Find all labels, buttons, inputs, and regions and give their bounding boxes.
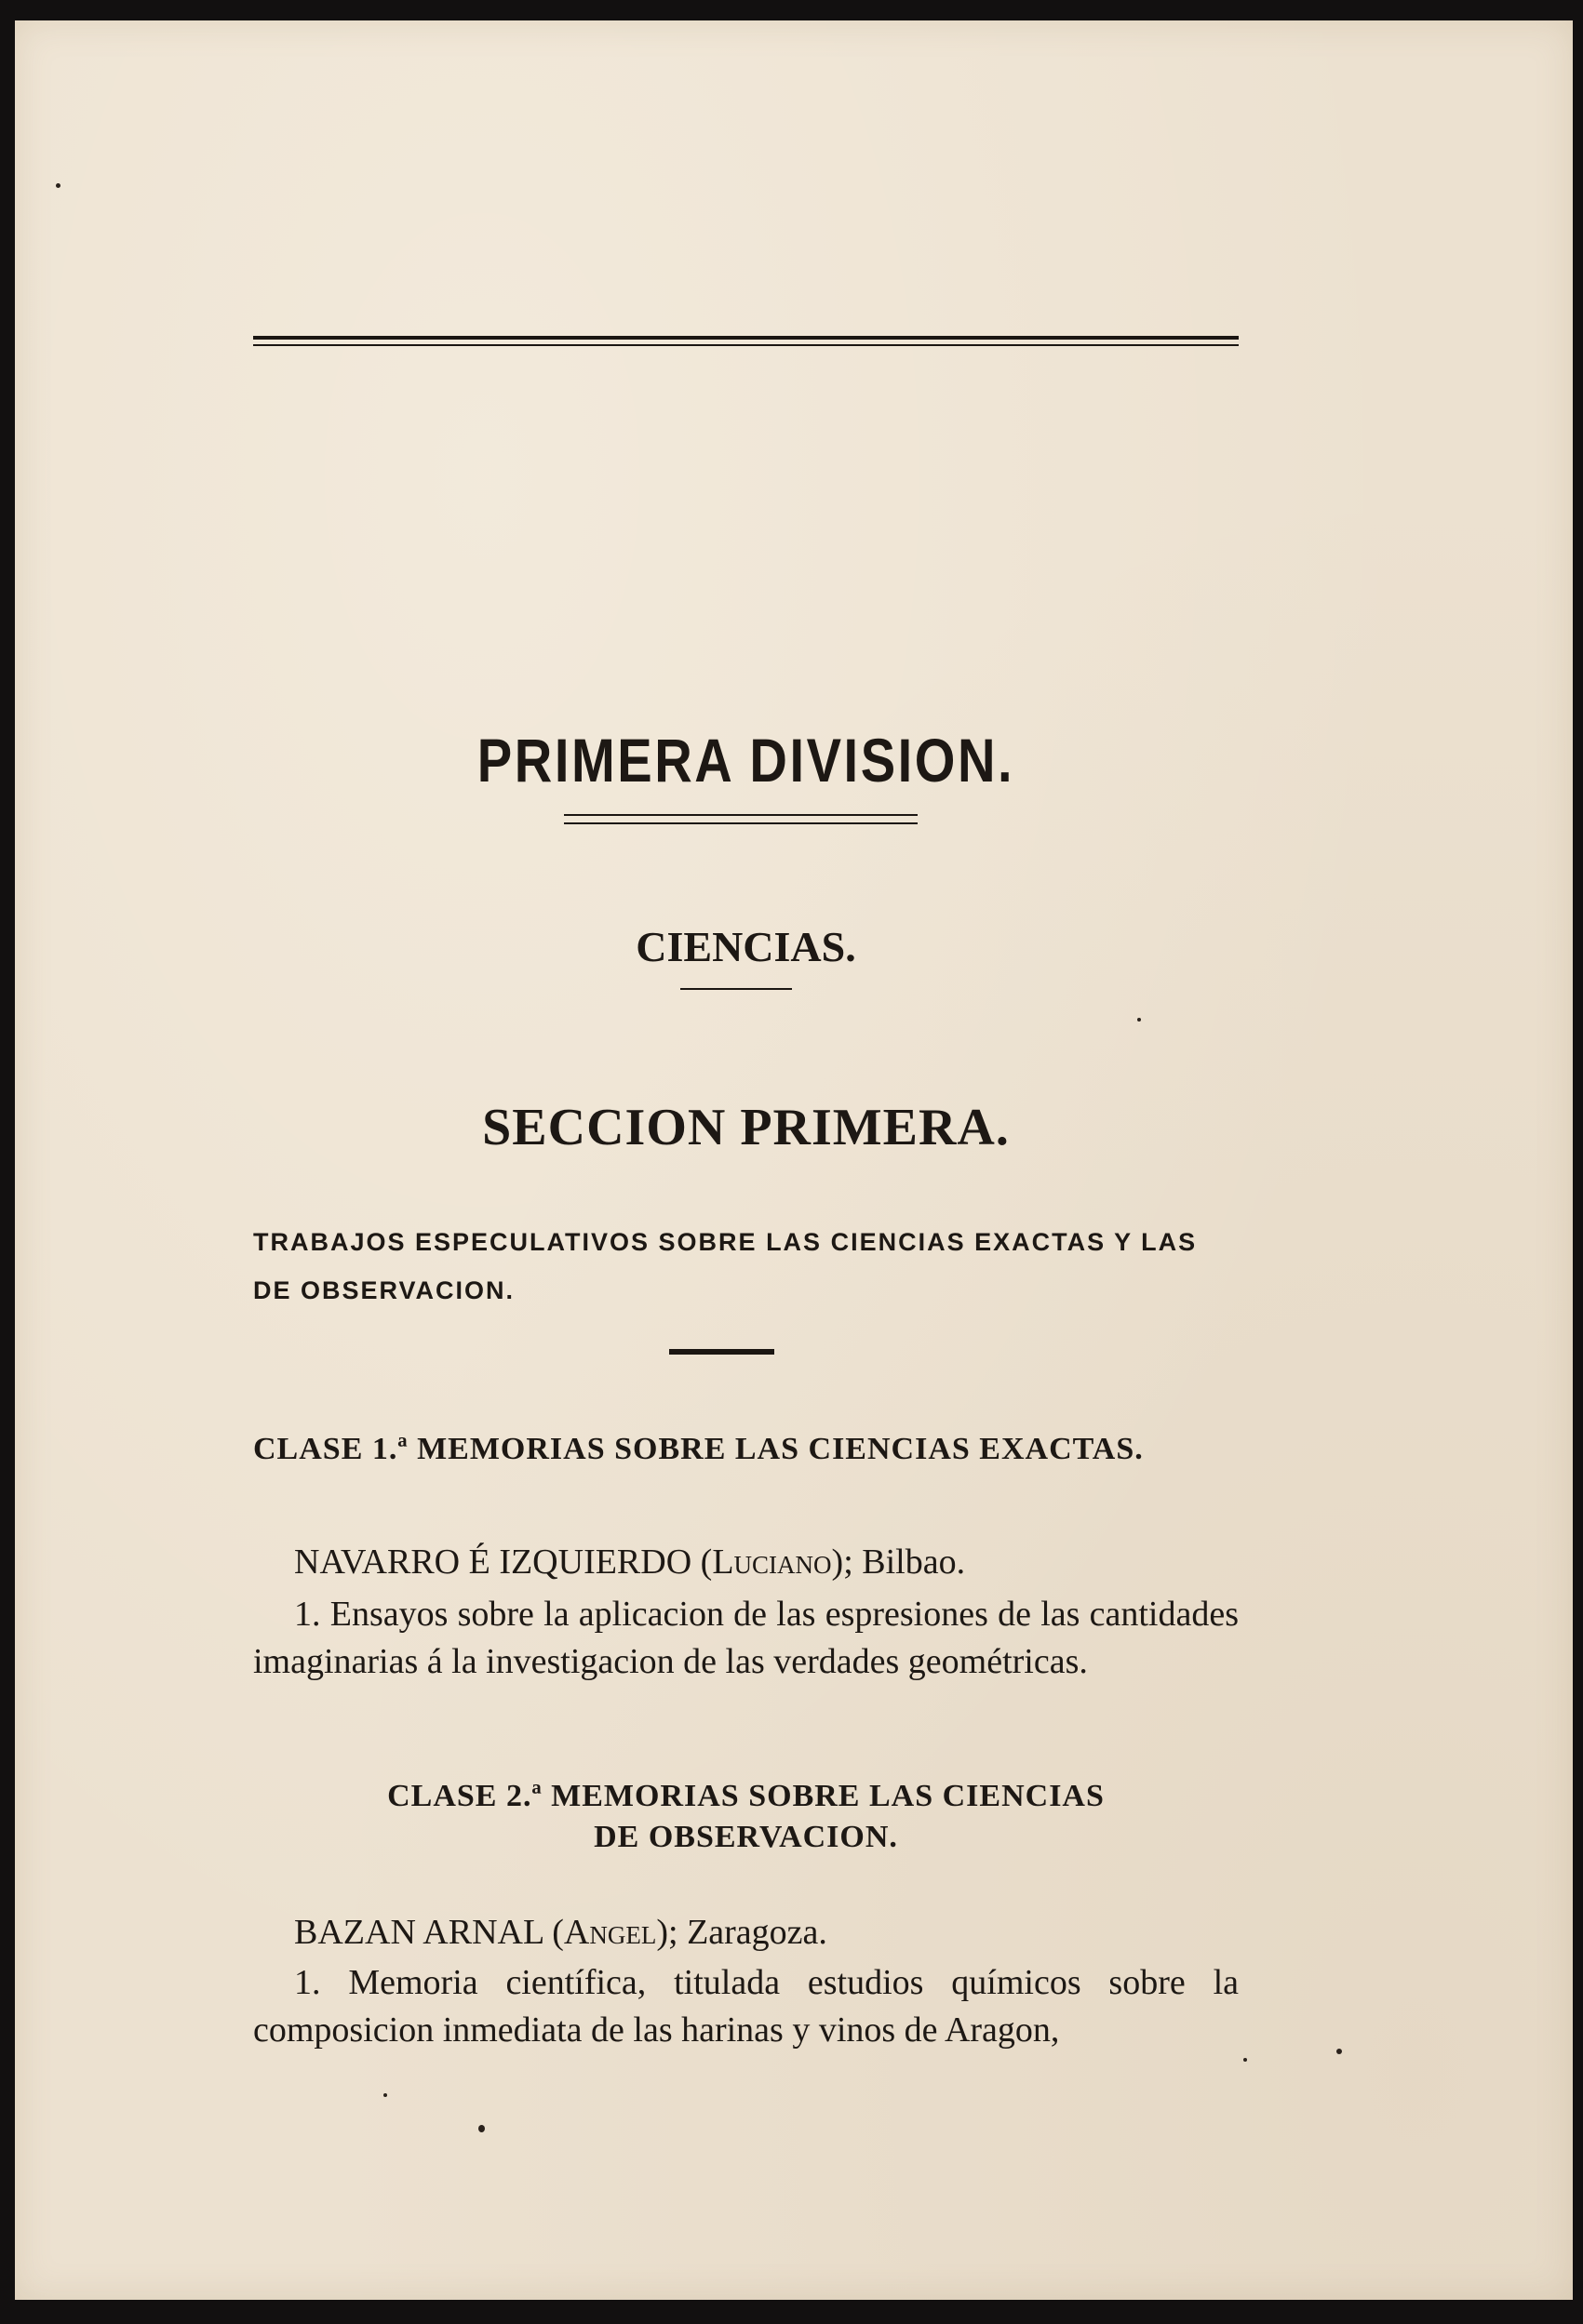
class2-heading-line2: DE OBSERVACION. [594,1820,898,1854]
section-rule [669,1349,774,1355]
entry-text: Ensayos sobre la aplicacion de las espresiones de las cantidades imaginarias á la investigacion de las verdades geométricas. [253,1595,1239,1681]
section-heading: SECCION PRIMERA. [482,1099,1010,1156]
division-rule-1 [564,814,918,816]
subject-rule [680,988,792,990]
entry-number: 1. [294,1963,321,2002]
top-rule-thick [253,336,1239,340]
author-given: Luciano [712,1543,832,1582]
author-surname: NAVARRO É IZQUIERDO [294,1543,692,1582]
document-page [15,20,1573,2300]
class1-entry-text [253,1591,1239,1686]
subject-heading: CIENCIAS. [636,923,856,970]
section-description-line1: TRABAJOS ESPECULATIVOS SOBRE LAS CIENCIAS EXACTAS Y LAS [253,1228,1198,1256]
class2-heading [253,1776,1239,1858]
division-title: PRIMERA DIVISION. [476,726,1015,795]
top-rule-thin [253,344,1239,346]
division-rule-2 [564,822,918,824]
author-surname: BAZAN ARNAL [294,1913,543,1952]
author-place: Zaragoza. [687,1913,827,1952]
class2-heading-line1: CLASE 2.ª MEMORIAS SOBRE LAS CIENCIAS [387,1779,1105,1813]
section-description [253,1218,1239,1315]
class1-entry-author: NAVARRO É IZQUIERDO (Luciano); Bilbao. [294,1543,966,1582]
class2-entry-author: BAZAN ARNAL (Angel); Zaragoza. [294,1913,827,1952]
section-description-line2: DE OBSERVACION. [253,1276,516,1304]
author-given: Angel [563,1913,657,1952]
author-place: Bilbao. [862,1543,966,1582]
class2-entry-text [253,1959,1239,2054]
class1-heading: CLASE 1.ª MEMORIAS SOBRE LAS CIENCIAS EXACTAS. [253,1432,1144,1466]
entry-number: 1. [294,1595,321,1634]
entry-text: Memoria científica, titulada estudios químicos sobre la composicion inmediata de las harinas y vinos de Aragon, [253,1963,1239,2050]
